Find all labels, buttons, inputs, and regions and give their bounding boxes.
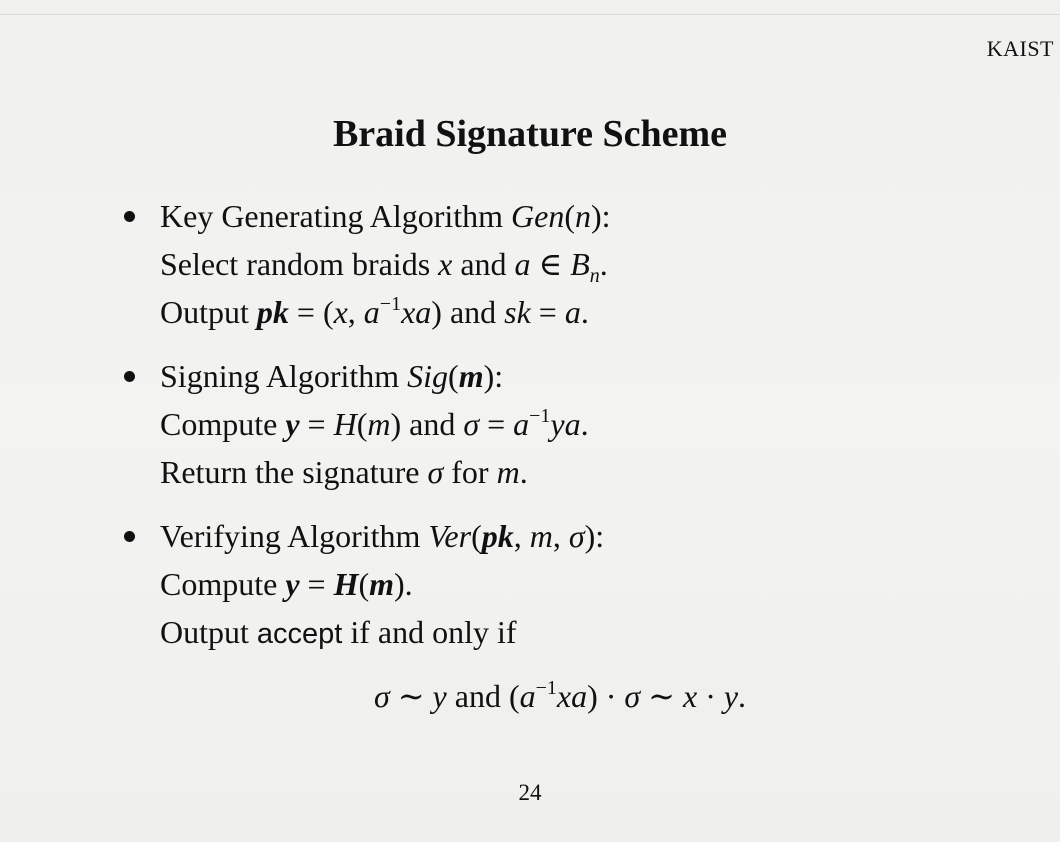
bullet-line: Output pk = (x, $a^{-1}xa$) and sk = a. <box>160 293 589 330</box>
header-institution: KAIST <box>986 36 1054 61</box>
bullet-heading: Signing Algorithm Sig(m): <box>160 358 504 394</box>
bullet-line: Select random braids x and a ∈ $B_n$. <box>160 246 608 287</box>
bullet-dot-icon <box>124 531 135 542</box>
bullet-dot-icon <box>124 371 135 382</box>
bullet-heading: Verifying Algorithm Ver(pk, m, σ): <box>160 518 605 554</box>
page-number: 24 <box>518 780 542 805</box>
bullet-key-generation <box>118 192 1018 336</box>
top-border-line <box>0 14 1060 15</box>
bullet-line: Compute y = H(m). <box>160 566 413 602</box>
bullet-verifying <box>118 512 1018 656</box>
bullet-line: Return the signature σ for m. <box>160 454 528 490</box>
bullet-dot-icon <box>124 211 135 222</box>
verification-condition: σ ∼ y and $(a^{-1}xa) \cdot \sigma$ ∼ x · y. <box>373 677 747 714</box>
slide-title: Braid Signature Scheme <box>332 113 728 155</box>
bullet-line: Compute y = H(m) and $\sigma = a^{-1}ya$. <box>160 405 589 442</box>
bullet-line: Output accept if and only if <box>160 614 517 650</box>
bullet-list <box>118 192 1018 672</box>
bullet-heading: Key Generating Algorithm Gen(n): <box>160 198 611 234</box>
bullet-signing <box>118 352 1018 496</box>
accept-keyword: accept <box>256 618 343 650</box>
